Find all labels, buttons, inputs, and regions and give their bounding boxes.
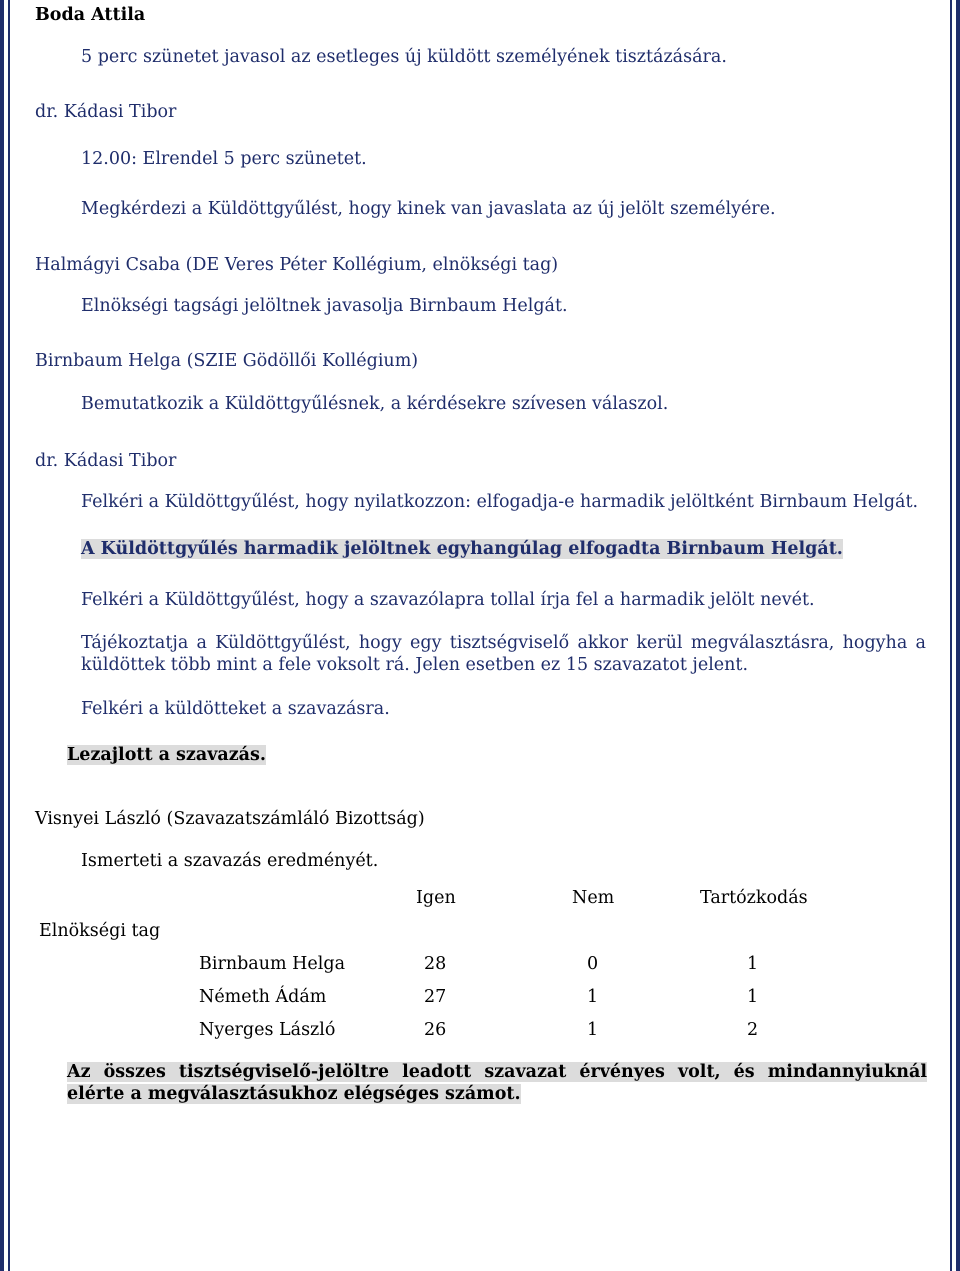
votes-abstain: 2: [747, 1020, 759, 1040]
column-header: Igen: [416, 888, 456, 908]
final-result-statement: Az összes tisztségviselő-jelöltre leadott szavazat érvényes volt, és mindannyiuknál elérte a megválasztásukhoz elégséges számot.: [67, 1062, 927, 1104]
voting-done-statement: Lezajlott a szavazás.: [67, 745, 266, 765]
paragraph: Ismerteti a szavazás eredményét.: [81, 851, 379, 871]
candidate-name: Németh Ádám: [199, 987, 327, 1007]
paragraph: Felkéri a küldötteket a szavazásra.: [81, 699, 390, 719]
right-page-border: [948, 0, 960, 1271]
votes-abstain: 1: [747, 954, 759, 974]
column-header: Tartózkodás: [700, 888, 808, 908]
speaker-name: dr. Kádasi Tibor: [35, 451, 177, 471]
column-header: Nem: [572, 888, 615, 908]
votes-yes: 26: [424, 1020, 447, 1040]
votes-no: 1: [587, 1020, 599, 1040]
speaker-name: Halmágyi Csaba (DE Veres Péter Kollégium, elnökségi tag): [35, 255, 559, 275]
votes-no: 1: [587, 987, 599, 1007]
votes-yes: 28: [424, 954, 447, 974]
left-page-border: [0, 0, 12, 1271]
speaker-name: dr. Kádasi Tibor: [35, 102, 177, 122]
candidate-name: Birnbaum Helga: [199, 954, 346, 974]
paragraph: Felkéri a Küldöttgyűlést, hogy nyilatkozzon: elfogadja-e harmadik jelöltként Birnbaum Helgát.: [81, 492, 919, 512]
speaker-name: Boda Attila: [35, 5, 146, 25]
decision-statement: A Küldöttgyűlés harmadik jelöltnek egyhangúlag elfogadta Birnbaum Helgát.: [81, 539, 843, 559]
paragraph: Felkéri a Küldöttgyűlést, hogy a szavazólapra tollal írja fel a harmadik jelölt nevét.: [81, 590, 815, 610]
votes-abstain: 1: [747, 987, 759, 1007]
votes-yes: 27: [424, 987, 447, 1007]
votes-no: 0: [587, 954, 599, 974]
candidate-name: Nyerges László: [199, 1020, 336, 1040]
paragraph: 5 perc szünetet javasol az esetleges új küldött személyének tisztázására.: [81, 47, 727, 67]
speaker-name: Visnyei László (Szavazatszámláló Bizottság): [35, 809, 425, 829]
paragraph: Megkérdezi a Küldöttgyűlést, hogy kinek van javaslata az új jelölt személyére.: [81, 199, 776, 219]
paragraph: 12.00: Elrendel 5 perc szünetet.: [81, 149, 367, 169]
category-label: Elnökségi tag: [39, 921, 161, 941]
paragraph: Tájékoztatja a Küldöttgyűlést, hogy egy tisztségviselő akkor kerül megválasztásra, hogyha a küldöttek több mint a fele voksolt rá. Jelen esetben ez 15 szavazatot jelent.: [81, 633, 926, 675]
paragraph: Bemutatkozik a Küldöttgyűlésnek, a kérdésekre szívesen válaszol.: [81, 394, 669, 414]
paragraph: Elnökségi tagsági jelöltnek javasolja Birnbaum Helgát.: [81, 296, 568, 316]
speaker-name: Birnbaum Helga (SZIE Gödöllői Kollégium): [35, 351, 419, 371]
